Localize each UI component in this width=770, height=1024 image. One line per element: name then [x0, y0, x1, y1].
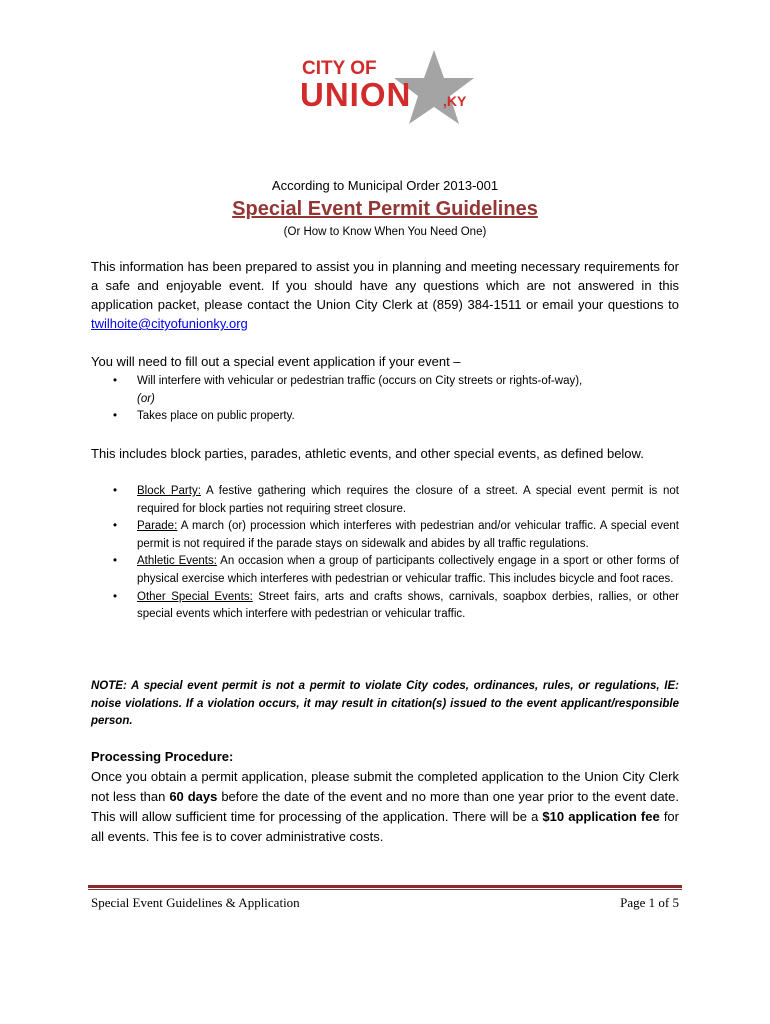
need-item-text: Will interfere with vehicular or pedestrian traffic (occurs on City streets or rights-of-way),	[137, 375, 583, 387]
email-link[interactable]: twilhoite@cityofunionky.org	[91, 316, 248, 331]
logo-suffix: ,KY	[443, 93, 467, 109]
intro-text: This information has been prepared to assist you in planning and meeting necessary requirements for a safe and enjoyable event. If you should have any questions which are not answered in this application packet, please contact the Union City Clerk at (859) 384-1511 or email your questions to	[91, 259, 679, 312]
processing-text: Once you obtain a permit application, please submit the completed application to the Union City Clerk not less than	[91, 769, 679, 804]
definition-text: Street fairs, arts and crafts shows, carnivals, soapbox derbies, rallies, or other special events which interfere with pedestrian or vehicular traffic.	[137, 590, 679, 621]
municipal-order: According to Municipal Order 2013-001	[271, 178, 499, 193]
processing-fee: $10 application fee	[542, 809, 660, 824]
bullet-icon: •	[113, 590, 118, 603]
footer-divider-thin	[88, 889, 682, 890]
list-item	[113, 553, 679, 588]
need-list	[113, 373, 679, 426]
term-block-party: Block Party:	[137, 485, 201, 497]
list-item	[113, 518, 679, 553]
includes-list	[113, 483, 679, 624]
bullet-icon: •	[113, 375, 118, 387]
term-other-events: Other Special Events:	[137, 590, 253, 603]
includes-lead: This includes block parties, parades, athletic events, and other special events, as defined below.	[91, 446, 644, 461]
logo-line1: CITY OF	[302, 58, 377, 79]
list-item	[113, 483, 679, 518]
footer-title: Special Event Guidelines & Application	[91, 895, 300, 910]
term-parade: Parade:	[137, 520, 178, 533]
list-item	[113, 589, 679, 624]
processing-paragraph	[91, 767, 679, 847]
page-title: Special Event Permit Guidelines	[232, 198, 538, 220]
bullet-icon: •	[113, 410, 118, 423]
definition-text: A festive gathering which requires the closure of a street. A special event permit is not required for block parties not requiring street closure.	[137, 485, 679, 515]
bullet-icon: •	[113, 485, 118, 497]
processing-days: 60 days	[169, 789, 218, 804]
processing-text: before the date of the event and no more than one year prior to the event date. This will allow sufficient time for processing of the application. There will be a	[91, 789, 680, 824]
processing-heading: Processing Procedure:	[91, 749, 234, 764]
list-item	[113, 408, 679, 426]
term-athletic-events: Athletic Events:	[137, 555, 217, 568]
processing-text: for all events. This fee is to cover administrative costs.	[91, 809, 679, 844]
bullet-icon: •	[113, 520, 118, 533]
city-logo	[298, 44, 488, 130]
intro-paragraph	[91, 257, 679, 333]
need-item-text: Takes place on public property.	[137, 410, 295, 423]
bullet-icon: •	[113, 555, 118, 568]
star-logo-icon	[298, 44, 488, 130]
definition-text: A march (or) procession which interferes with pedestrian and/or vehicular traffic. A special event permit is not required if the parade stays on sidewalk and abides by all traffic regulations.	[137, 520, 679, 550]
need-lead: You will need to fill out a special event application if your event –	[91, 354, 461, 369]
logo-line2: UNION	[300, 76, 412, 113]
need-item-sub: (or)	[137, 392, 155, 405]
footer-divider	[88, 885, 682, 888]
list-item	[113, 373, 679, 408]
page-number: Page 1 of 5	[620, 895, 679, 910]
page-subtitle: (Or How to Know When You Need One)	[283, 226, 487, 238]
note-paragraph: NOTE: A special event permit is not a permit to violate City codes, ordinances, rules, or regulations, IE: noise violations. If a violation occurs, it may result in citation(s) issued to the event applicant/responsible person.	[91, 680, 679, 728]
definition-text: An occasion when a group of participants collectively engage in a sport or other forms of physical exercise which interferes with pedestrian or vehicular traffic. This includes bicycle and foot races.	[137, 555, 679, 585]
